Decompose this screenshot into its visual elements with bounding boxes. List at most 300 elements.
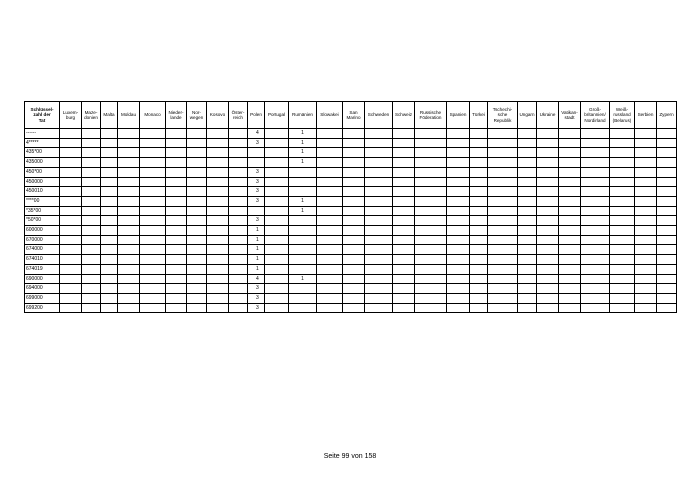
cell-empty	[140, 206, 166, 216]
cell-polen: 3	[248, 187, 265, 197]
cell-empty	[166, 235, 187, 245]
cell-empty	[60, 293, 82, 303]
cell-key: 4*****	[25, 138, 60, 148]
cell-empty	[118, 284, 140, 294]
cell-empty	[537, 255, 559, 265]
cell-empty	[207, 284, 229, 294]
column-header-key: Schlüssel- zahl der Tat	[25, 102, 60, 129]
cell-empty	[229, 235, 248, 245]
cell-rumaenien: 1	[289, 129, 317, 139]
cell-empty	[635, 177, 657, 187]
cell-empty	[317, 196, 343, 206]
cell-empty	[559, 226, 581, 236]
table-row	[25, 226, 677, 236]
cell-empty	[447, 216, 470, 226]
cell-key: 674010	[25, 255, 60, 265]
cell-empty	[393, 293, 415, 303]
cell-empty	[559, 293, 581, 303]
cell-empty	[60, 245, 82, 255]
cell-empty	[166, 158, 187, 168]
cell-empty	[343, 177, 365, 187]
cell-empty	[365, 235, 393, 245]
cell-empty	[365, 284, 393, 294]
cell-empty	[82, 206, 101, 216]
cell-empty	[657, 235, 677, 245]
cell-empty	[265, 138, 289, 148]
cell-empty	[343, 303, 365, 313]
cell-polen: 3	[248, 177, 265, 187]
cell-empty	[229, 284, 248, 294]
cell-empty	[447, 177, 470, 187]
cell-rumaenien: 1	[289, 138, 317, 148]
cell-empty	[187, 138, 207, 148]
cell-empty	[317, 129, 343, 139]
cell-empty	[60, 206, 82, 216]
cell-empty	[343, 216, 365, 226]
cell-empty	[140, 177, 166, 187]
cell-empty	[559, 138, 581, 148]
cell-empty	[166, 264, 187, 274]
cell-empty	[365, 293, 393, 303]
table-row	[25, 274, 677, 284]
cell-empty	[657, 245, 677, 255]
cell-empty	[166, 303, 187, 313]
cell-empty	[101, 274, 118, 284]
cell-rumaenien	[289, 235, 317, 245]
cell-empty	[537, 138, 559, 148]
cell-empty	[488, 293, 518, 303]
cell-empty	[657, 148, 677, 158]
cell-empty	[187, 226, 207, 236]
column-header: Kosovo	[207, 102, 229, 129]
cell-polen: 3	[248, 138, 265, 148]
cell-empty	[118, 187, 140, 197]
cell-empty	[82, 293, 101, 303]
cell-empty	[488, 138, 518, 148]
cell-empty	[488, 187, 518, 197]
cell-empty	[60, 177, 82, 187]
column-header: Serbien	[635, 102, 657, 129]
cell-empty	[635, 158, 657, 168]
cell-empty	[470, 206, 488, 216]
column-header: Ukraine	[537, 102, 559, 129]
table-row	[25, 158, 677, 168]
cell-empty	[343, 235, 365, 245]
cell-empty	[537, 129, 559, 139]
cell-empty	[415, 226, 447, 236]
cell-empty	[166, 226, 187, 236]
column-header: Zypern	[657, 102, 677, 129]
cell-empty	[60, 129, 82, 139]
cell-rumaenien	[289, 284, 317, 294]
cell-empty	[518, 177, 537, 187]
cell-empty	[537, 235, 559, 245]
cell-polen: 3	[248, 293, 265, 303]
cell-empty	[365, 167, 393, 177]
cell-empty	[82, 177, 101, 187]
cell-empty	[488, 206, 518, 216]
cell-empty	[101, 264, 118, 274]
cell-empty	[635, 167, 657, 177]
cell-empty	[365, 274, 393, 284]
cell-empty	[101, 167, 118, 177]
cell-empty	[393, 187, 415, 197]
cell-empty	[140, 303, 166, 313]
cell-empty	[82, 158, 101, 168]
cell-empty	[207, 129, 229, 139]
cell-empty	[581, 284, 610, 294]
cell-empty	[101, 303, 118, 313]
column-header: Russische Föderation	[415, 102, 447, 129]
cell-empty	[518, 235, 537, 245]
cell-empty	[265, 303, 289, 313]
cell-empty	[343, 187, 365, 197]
cell-empty	[187, 245, 207, 255]
cell-empty	[393, 235, 415, 245]
cell-empty	[82, 167, 101, 177]
cell-empty	[343, 206, 365, 216]
cell-empty	[166, 196, 187, 206]
cell-empty	[581, 158, 610, 168]
cell-empty	[101, 245, 118, 255]
cell-empty	[415, 167, 447, 177]
cell-empty	[610, 293, 635, 303]
cell-empty	[393, 196, 415, 206]
cell-rumaenien	[289, 293, 317, 303]
cell-empty	[317, 235, 343, 245]
cell-empty	[140, 158, 166, 168]
cell-empty	[101, 158, 118, 168]
table-row	[25, 148, 677, 158]
cell-empty	[610, 167, 635, 177]
cell-empty	[393, 148, 415, 158]
cell-empty	[118, 264, 140, 274]
cell-empty	[265, 216, 289, 226]
cell-empty	[60, 216, 82, 226]
cell-rumaenien	[289, 167, 317, 177]
cell-empty	[610, 158, 635, 168]
cell-empty	[610, 235, 635, 245]
cell-empty	[635, 284, 657, 294]
cell-empty	[101, 177, 118, 187]
cell-empty	[166, 167, 187, 177]
cell-empty	[518, 303, 537, 313]
cell-empty	[581, 216, 610, 226]
column-header: Türkei	[470, 102, 488, 129]
cell-empty	[610, 148, 635, 158]
cell-empty	[118, 235, 140, 245]
cell-empty	[265, 167, 289, 177]
cell-empty	[470, 129, 488, 139]
table-row	[25, 177, 677, 187]
cell-polen: 3	[248, 216, 265, 226]
cell-empty	[581, 129, 610, 139]
cell-empty	[447, 264, 470, 274]
cell-empty	[118, 274, 140, 284]
cell-empty	[229, 216, 248, 226]
cell-empty	[229, 274, 248, 284]
table-row	[25, 303, 677, 313]
cell-empty	[657, 303, 677, 313]
cell-key: 674019	[25, 264, 60, 274]
cell-empty	[207, 293, 229, 303]
cell-empty	[229, 293, 248, 303]
cell-empty	[447, 274, 470, 284]
cell-empty	[518, 274, 537, 284]
cell-empty	[657, 158, 677, 168]
cell-empty	[518, 284, 537, 294]
cell-empty	[82, 303, 101, 313]
cell-empty	[317, 206, 343, 216]
column-header: Vatikan- stadt	[559, 102, 581, 129]
column-header: Ungarn	[518, 102, 537, 129]
cell-empty	[470, 274, 488, 284]
cell-rumaenien: 1	[289, 196, 317, 206]
cell-empty	[581, 293, 610, 303]
column-header: Schweden	[365, 102, 393, 129]
cell-empty	[537, 187, 559, 197]
cell-empty	[447, 293, 470, 303]
cell-empty	[657, 264, 677, 274]
cell-empty	[60, 158, 82, 168]
cell-empty	[537, 216, 559, 226]
cell-key: 690000	[25, 274, 60, 284]
cell-empty	[101, 196, 118, 206]
cell-empty	[317, 216, 343, 226]
table-row	[25, 206, 677, 216]
cell-empty	[140, 216, 166, 226]
cell-empty	[635, 303, 657, 313]
cell-empty	[343, 148, 365, 158]
column-header: Nieder- lande	[166, 102, 187, 129]
cell-rumaenien	[289, 226, 317, 236]
cell-empty	[470, 264, 488, 274]
cell-empty	[207, 196, 229, 206]
cell-empty	[140, 255, 166, 265]
cell-empty	[187, 177, 207, 187]
cell-empty	[488, 158, 518, 168]
cell-key: 450000	[25, 177, 60, 187]
cell-empty	[393, 274, 415, 284]
cell-empty	[60, 138, 82, 148]
cell-empty	[581, 226, 610, 236]
cell-empty	[118, 129, 140, 139]
cell-empty	[559, 206, 581, 216]
cell-empty	[365, 196, 393, 206]
column-header: Schweiz	[393, 102, 415, 129]
cell-empty	[207, 158, 229, 168]
cell-empty	[488, 177, 518, 187]
cell-empty	[82, 226, 101, 236]
cell-empty	[559, 167, 581, 177]
cell-empty	[207, 187, 229, 197]
cell-empty	[317, 138, 343, 148]
cell-empty	[657, 226, 677, 236]
cell-rumaenien	[289, 245, 317, 255]
cell-empty	[60, 274, 82, 284]
cell-key: 674000	[25, 245, 60, 255]
cell-rumaenien	[289, 187, 317, 197]
cell-empty	[365, 226, 393, 236]
cell-empty	[537, 196, 559, 206]
cell-empty	[140, 245, 166, 255]
cell-empty	[365, 206, 393, 216]
cell-empty	[518, 255, 537, 265]
column-header: Maze- donien	[82, 102, 101, 129]
cell-empty	[207, 235, 229, 245]
cell-empty	[581, 245, 610, 255]
cell-empty	[101, 235, 118, 245]
cell-empty	[518, 226, 537, 236]
cell-empty	[537, 177, 559, 187]
cell-empty	[537, 167, 559, 177]
cell-empty	[415, 235, 447, 245]
cell-empty	[581, 274, 610, 284]
cell-empty	[140, 284, 166, 294]
cell-empty	[610, 284, 635, 294]
cell-empty	[581, 148, 610, 158]
cell-empty	[140, 187, 166, 197]
cell-empty	[393, 167, 415, 177]
cell-empty	[581, 167, 610, 177]
cell-empty	[101, 138, 118, 148]
cell-polen	[248, 148, 265, 158]
cell-polen: 1	[248, 264, 265, 274]
cell-empty	[657, 255, 677, 265]
cell-empty	[537, 303, 559, 313]
cell-empty	[470, 303, 488, 313]
table-row	[25, 245, 677, 255]
cell-empty	[393, 138, 415, 148]
cell-key: ------	[25, 129, 60, 139]
cell-empty	[265, 235, 289, 245]
cell-empty	[657, 196, 677, 206]
cell-empty	[82, 264, 101, 274]
cell-empty	[488, 274, 518, 284]
cell-empty	[140, 196, 166, 206]
cell-empty	[207, 216, 229, 226]
cell-empty	[447, 226, 470, 236]
cell-polen: 1	[248, 245, 265, 255]
cell-empty	[140, 138, 166, 148]
cell-empty	[343, 138, 365, 148]
cell-empty	[265, 129, 289, 139]
cell-empty	[518, 206, 537, 216]
cell-empty	[229, 138, 248, 148]
cell-empty	[187, 264, 207, 274]
cell-empty	[265, 177, 289, 187]
cell-empty	[265, 274, 289, 284]
cell-empty	[635, 196, 657, 206]
cell-empty	[343, 274, 365, 284]
cell-empty	[343, 293, 365, 303]
cell-empty	[118, 177, 140, 187]
cell-empty	[610, 226, 635, 236]
cell-empty	[610, 216, 635, 226]
column-header: Rumänien	[289, 102, 317, 129]
cell-empty	[265, 226, 289, 236]
column-header: Spanien	[447, 102, 470, 129]
cell-empty	[118, 226, 140, 236]
cell-empty	[415, 284, 447, 294]
cell-empty	[488, 148, 518, 158]
cell-empty	[187, 303, 207, 313]
cell-empty	[166, 177, 187, 187]
cell-empty	[229, 187, 248, 197]
cell-empty	[101, 129, 118, 139]
cell-empty	[393, 284, 415, 294]
cell-empty	[470, 284, 488, 294]
cell-empty	[118, 167, 140, 177]
cell-empty	[447, 148, 470, 158]
cell-empty	[317, 303, 343, 313]
cell-empty	[488, 303, 518, 313]
cell-empty	[140, 226, 166, 236]
cell-empty	[537, 264, 559, 274]
cell-empty	[265, 245, 289, 255]
cell-empty	[537, 148, 559, 158]
cell-polen: 3	[248, 196, 265, 206]
cell-empty	[82, 255, 101, 265]
cell-empty	[415, 255, 447, 265]
cell-empty	[393, 216, 415, 226]
cell-polen	[248, 158, 265, 168]
cell-empty	[101, 293, 118, 303]
cell-empty	[166, 255, 187, 265]
column-header: San Marino	[343, 102, 365, 129]
table-row	[25, 196, 677, 206]
column-header: Luxem- burg	[60, 102, 82, 129]
cell-empty	[82, 187, 101, 197]
cell-empty	[317, 264, 343, 274]
cell-empty	[187, 167, 207, 177]
cell-empty	[265, 293, 289, 303]
cell-key: 699200	[25, 303, 60, 313]
cell-empty	[415, 187, 447, 197]
cell-empty	[518, 245, 537, 255]
cell-empty	[415, 138, 447, 148]
cell-empty	[343, 129, 365, 139]
cell-key: ****00	[25, 196, 60, 206]
cell-empty	[393, 206, 415, 216]
cell-empty	[101, 148, 118, 158]
cell-empty	[415, 245, 447, 255]
table-row	[25, 129, 677, 139]
cell-empty	[229, 148, 248, 158]
cell-empty	[559, 235, 581, 245]
cell-empty	[393, 264, 415, 274]
column-header: Portugal	[265, 102, 289, 129]
cell-empty	[101, 226, 118, 236]
cell-empty	[447, 196, 470, 206]
cell-empty	[187, 158, 207, 168]
table-row	[25, 138, 677, 148]
cell-empty	[229, 167, 248, 177]
cell-empty	[317, 177, 343, 187]
cell-empty	[365, 138, 393, 148]
cell-empty	[518, 264, 537, 274]
cell-polen: 1	[248, 255, 265, 265]
cell-empty	[518, 216, 537, 226]
column-header: Groß- britannien/ Nordirland	[581, 102, 610, 129]
cell-empty	[166, 206, 187, 216]
cell-empty	[635, 274, 657, 284]
cell-empty	[207, 274, 229, 284]
cell-empty	[635, 255, 657, 265]
cell-empty	[187, 255, 207, 265]
cell-empty	[365, 177, 393, 187]
cell-empty	[470, 167, 488, 177]
